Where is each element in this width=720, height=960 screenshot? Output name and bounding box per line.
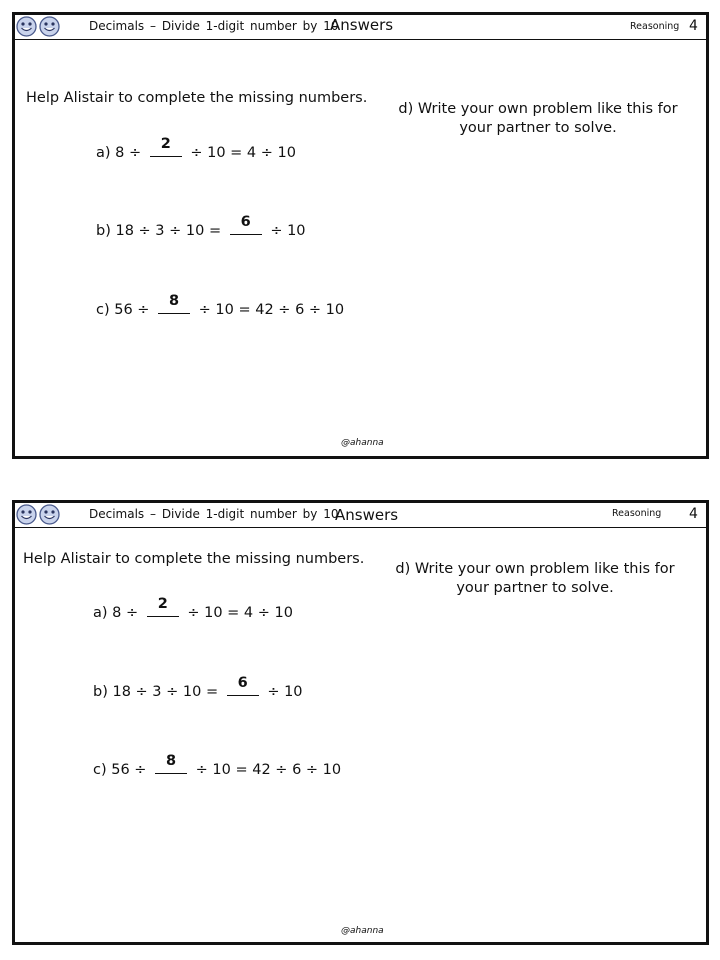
worksheet-card-2 bbox=[12, 500, 709, 945]
question-b bbox=[96, 214, 306, 239]
question-c bbox=[93, 753, 342, 778]
question-text: ÷ 10 = 4 ÷ 10 bbox=[190, 145, 296, 161]
card-header bbox=[15, 503, 706, 528]
answer-blank bbox=[150, 136, 182, 157]
smiley-icons bbox=[16, 504, 60, 525]
question-text: b) 18 ÷ 3 ÷ 10 = bbox=[93, 684, 219, 700]
answer-blank bbox=[230, 214, 262, 235]
author-credit: @ahanna bbox=[341, 926, 384, 936]
question-a bbox=[93, 596, 293, 621]
question-text: ÷ 10 = 42 ÷ 6 ÷ 10 bbox=[198, 302, 345, 318]
question-d bbox=[390, 560, 680, 598]
question-d-line: your partner to solve. bbox=[459, 120, 617, 136]
card-header bbox=[15, 15, 706, 40]
answer-blank bbox=[227, 675, 259, 696]
answers-label: Answers bbox=[335, 506, 399, 524]
question-text: ÷ 10 = 42 ÷ 6 ÷ 10 bbox=[195, 762, 342, 778]
question-text: a) 8 ÷ bbox=[96, 145, 142, 161]
question-text: a) 8 ÷ bbox=[93, 605, 139, 621]
question-d-line: your partner to solve. bbox=[456, 580, 614, 596]
answer-value: 8 bbox=[166, 753, 177, 769]
question-text: b) 18 ÷ 3 ÷ 10 = bbox=[96, 223, 222, 239]
worksheet-card-1 bbox=[12, 12, 709, 459]
answer-blank bbox=[147, 596, 179, 617]
answer-blank bbox=[158, 293, 190, 314]
answer-value: 6 bbox=[240, 214, 251, 230]
answer-value: 2 bbox=[160, 136, 171, 152]
question-d bbox=[393, 100, 683, 138]
instructions: Help Alistair to complete the missing numbers. bbox=[23, 551, 365, 567]
question-text: ÷ 10 bbox=[267, 684, 303, 700]
answers-label: Answers bbox=[330, 16, 394, 34]
smiley-icon bbox=[16, 504, 37, 525]
smiley-icon bbox=[39, 504, 60, 525]
answer-value: 6 bbox=[237, 675, 248, 691]
topic-title: Decimals – Divide 1-digit number by 10 bbox=[89, 19, 339, 33]
author-credit: @ahanna bbox=[341, 438, 384, 448]
smiley-icons bbox=[16, 16, 60, 37]
instructions: Help Alistair to complete the missing numbers. bbox=[26, 90, 368, 106]
topic-title: Decimals – Divide 1-digit number by 10 bbox=[89, 507, 339, 521]
question-text: c) 56 ÷ bbox=[96, 302, 150, 318]
answer-value: 8 bbox=[169, 293, 180, 309]
category-label: Reasoning bbox=[612, 508, 662, 519]
page-number: 4 bbox=[689, 506, 698, 522]
question-c bbox=[96, 293, 345, 318]
question-text: ÷ 10 bbox=[270, 223, 306, 239]
page-number: 4 bbox=[689, 18, 698, 34]
smiley-icon bbox=[39, 16, 60, 37]
question-d-line: d) Write your own problem like this for bbox=[395, 561, 675, 577]
answer-blank bbox=[155, 753, 187, 774]
question-b bbox=[93, 675, 303, 700]
question-a bbox=[96, 136, 296, 161]
question-text: c) 56 ÷ bbox=[93, 762, 147, 778]
answer-value: 2 bbox=[157, 596, 168, 612]
smiley-icon bbox=[16, 16, 37, 37]
question-d-line: d) Write your own problem like this for bbox=[398, 101, 678, 117]
category-label: Reasoning bbox=[630, 21, 680, 32]
question-text: ÷ 10 = 4 ÷ 10 bbox=[187, 605, 293, 621]
